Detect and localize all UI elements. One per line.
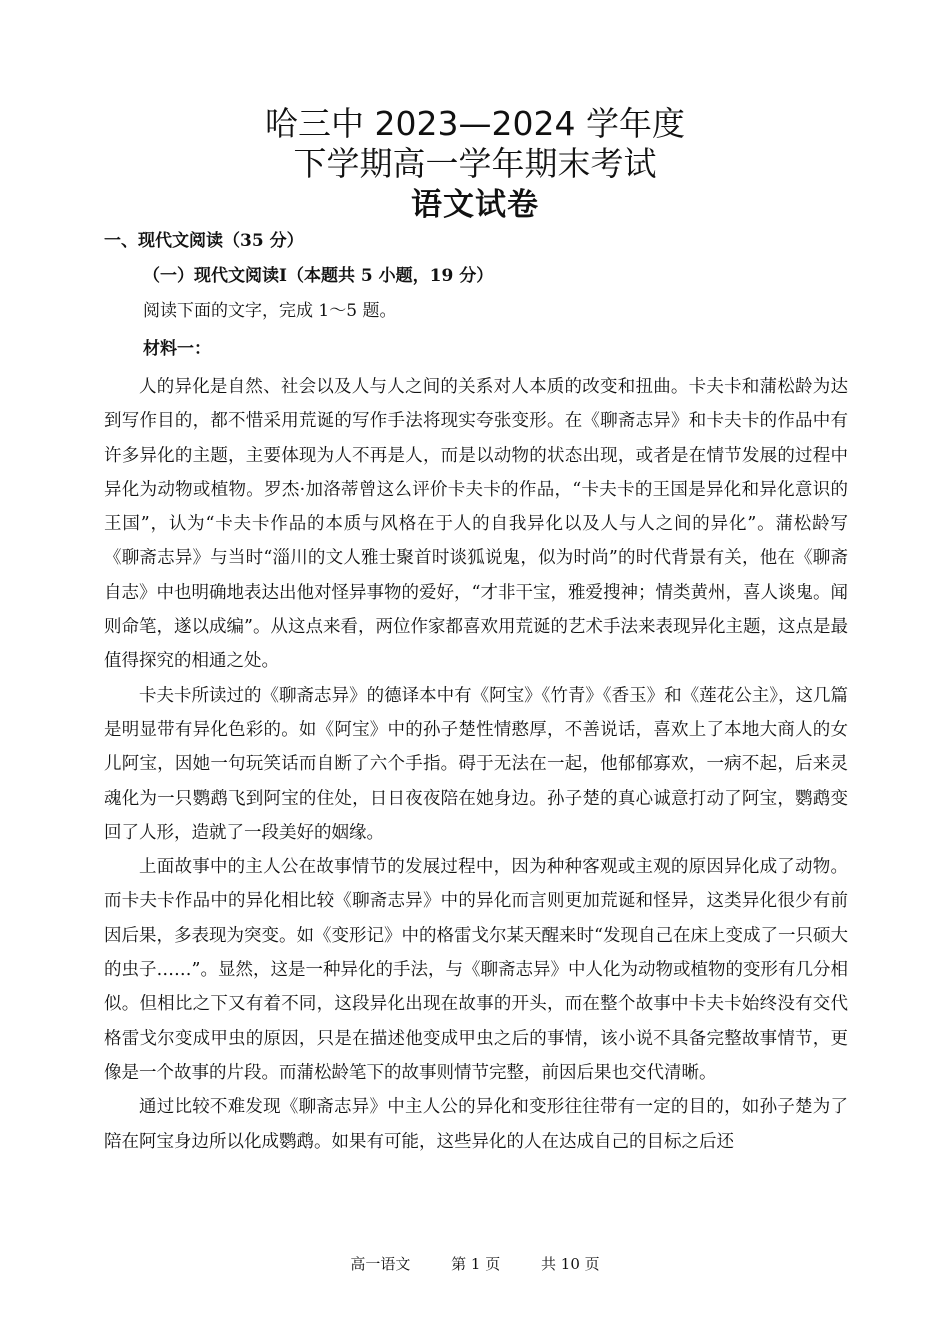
exam-title-block (0, 104, 950, 226)
footer-subject: 高一语文 (350, 1255, 411, 1273)
reading-passage (104, 370, 848, 1159)
passage-paragraph: 上面故事中的主人公在故事情节的发展过程中，因为种种客观或主观的原因异化成了动物。而卡夫卡作品中的异化相比较《聊斋志异》中的异化而言则更加荒诞和怪异，这类异化很少有前因后果，多表现为突变。如《变形记》中的格雷戈尔某天醒来时“发现自己在床上变成了一只硕大的虫子……”。显然，这是一种异化的手法，与《聊斋志异》中人化为动物或植物的变形有几分相似。但相比之下又有着不同，这段异化出现在故事的开头，而在整个故事中卡夫卡始终没有交代格雷戈尔变成甲虫的原因，只是在描述他变成甲虫之后的事情，该小说不具备完整故事情节，更像是一个故事的片段。而蒲松龄笔下的故事则情节完整，前因后果也交代清晰。 (104, 857, 848, 1083)
subsection-heading: （一）现代文阅读Ⅰ（本题共 5 小题，19 分） (143, 266, 494, 286)
section-heading: 一、现代文阅读（35 分） (104, 231, 304, 251)
material-label: 材料一： (143, 339, 211, 359)
passage-paragraph: 人的异化是自然、社会以及人与人之间的关系对人本质的改变和扭曲。卡夫卡和蒲松龄为达到写作目的，都不惜采用荒诞的写作手法将现实夸张变形。在《聊斋志异》和卡夫卡的作品中有许多异化的主题，主要体现为人不再是人，而是以动物的状态出现，或者是在情节发展的过程中异化为动物或植物。罗杰·加洛蒂曾这么评价卡夫卡的作品，“卡夫卡的王国是异化和异化意识的王国”，认为“卡夫卡作品的本质与风格在于人的自我异化以及人与人之间的异化”。蒲松龄写《聊斋志异》与当时“淄川的文人雅士聚首时谈狐说鬼，似为时尚”的时代背景有关，他在《聊斋自志》中也明确地表达出他对怪异事物的爱好，“才非干宝，雅爱搜神；情类黄州，喜人谈鬼。闻则命笔，遂以成编”。从这点来看，两位作家都喜欢用荒诞的艺术手法来表现异化主题，这点是最值得探究的相通之处。 (104, 377, 848, 672)
footer-total-pages: 共 10 页 (541, 1255, 600, 1273)
page-footer (0, 1253, 950, 1275)
passage-paragraph: 通过比较不难发现《聊斋志异》中主人公的异化和变形往往带有一定的目的，如孙子楚为了陪在阿宝身边所以化成鹦鹉。如果有可能，这些异化的人在达成自己的目标之后还 (104, 1097, 848, 1152)
passage-paragraph: 卡夫卡所读过的《聊斋志异》的德译本中有《阿宝》《竹青》《香玉》和《莲花公主》，这几篇是明显带有异化色彩的。如《阿宝》中的孙子楚性情憨厚，不善说话，喜欢上了本地大商人的女儿阿宝，因她一句玩笑话而自断了六个手指。碍于无法在一起，他郁郁寡欢，一病不起，后来灵魂化为一只鹦鹉飞到阿宝的住处，日日夜夜陪在她身边。孙子楚的真心诚意打动了阿宝，鹦鹉变回了人形，造就了一段美好的姻缘。 (104, 685, 848, 843)
footer-page-number: 第 1 页 (451, 1255, 501, 1273)
reading-instruction: 阅读下面的文字，完成 1～5 题。 (143, 301, 397, 321)
exam-subject-title: 语文试卷 (411, 187, 539, 223)
exam-title-line-1: 哈三中 2023—2024 学年度 (265, 104, 685, 143)
exam-title-line-2: 下学期高一学年期末考试 (293, 144, 657, 183)
